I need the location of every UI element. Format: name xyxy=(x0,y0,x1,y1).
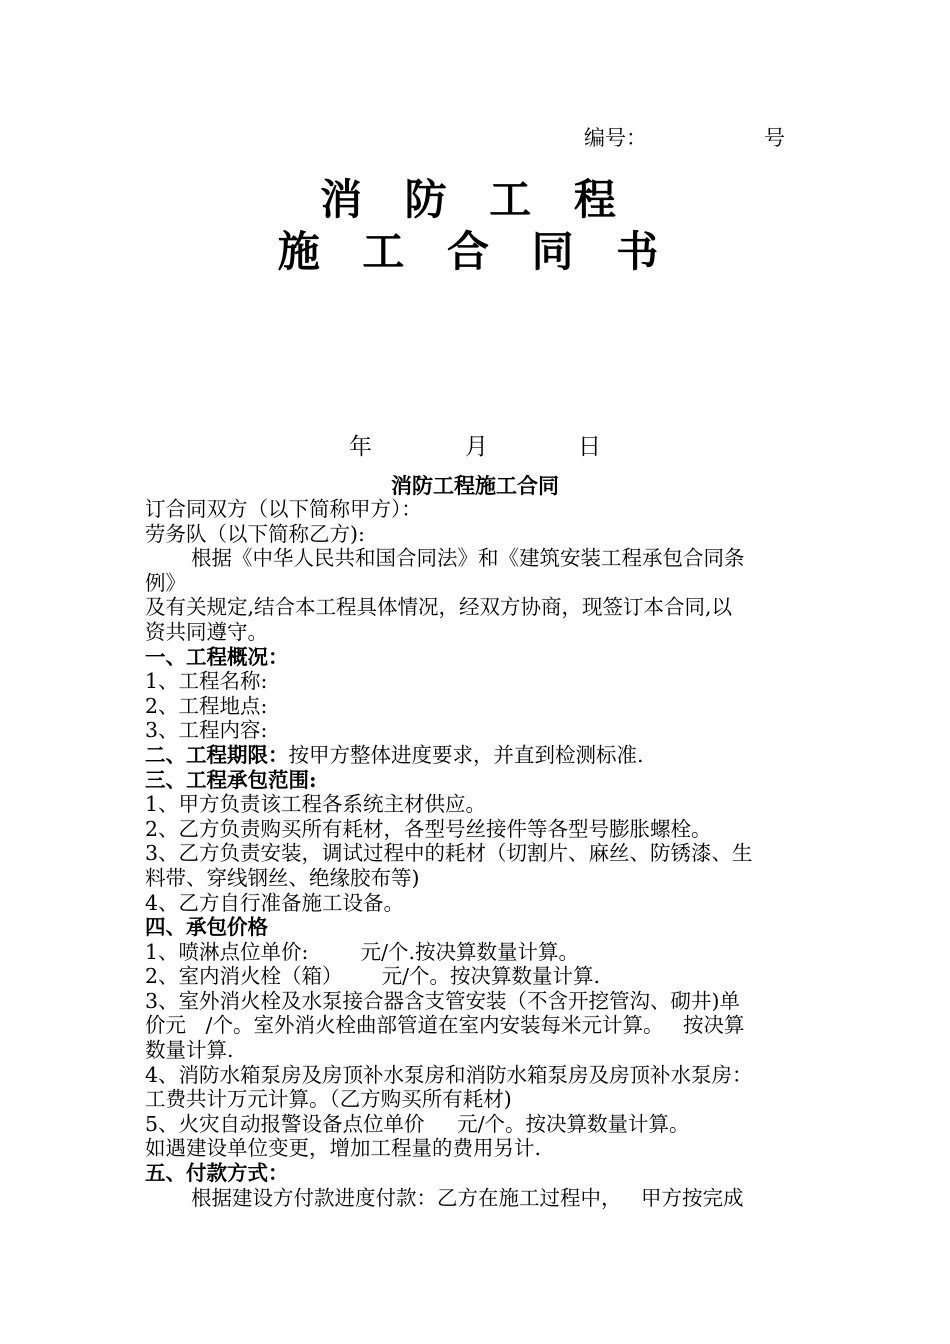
list-item: 4、乙方自行准备施工设备。 xyxy=(145,890,405,915)
section-heading-payment: 五、付款方式： xyxy=(145,1161,289,1186)
section-period-text: 按甲方整体进度要求，并直到检测标准. xyxy=(288,742,644,767)
list-item: 工费共计万元计算。（乙方购买所有耗材) xyxy=(145,1087,512,1112)
preamble-line: 根据《中华人民共和国合同法》和《建筑安装工程承包合同条 xyxy=(191,546,745,571)
contract-title: 消防工程施工合同 xyxy=(391,473,559,498)
section-heading-period: 二、工程期限： xyxy=(145,742,289,767)
list-item: 3、工程内容: xyxy=(145,718,268,743)
list-item: 4、消防水箱泵房及房顶补水泵房和消防水箱泵房及房顶补水泵房： xyxy=(145,1062,753,1087)
date-month-label: 月 xyxy=(465,434,488,460)
section-heading-price: 四、承包价格 xyxy=(145,915,268,940)
list-item: 2、乙方负责购买所有耗材，各型号丝接件等各型号膨胀螺栓。 xyxy=(145,816,712,841)
list-item: 1、喷淋点位单价: 元/个.按决算数量计算。 xyxy=(145,939,580,964)
section-period-line xyxy=(145,743,825,768)
list-item: 3、室外消火栓及水泵接合器含支管安装（不含开挖管沟、砌井)单 xyxy=(145,988,741,1013)
list-item: 2、工程地点: xyxy=(145,693,268,718)
serial-number-label: 编号： xyxy=(584,126,647,150)
list-item: 3、乙方负责安装，调试过程中的耗材（切割片、麻丝、防锈漆、生 xyxy=(145,841,753,866)
list-item: 数量计算. xyxy=(145,1038,234,1063)
serial-number-suffix: 号 xyxy=(764,126,785,150)
payment-text: 根据建设方付款进度付款：乙方在施工过程中， 甲方按完成 xyxy=(191,1185,744,1210)
list-item: 2、室内消火栓（箱） 元/个。按决算数量计算. xyxy=(145,964,601,989)
list-item: 价元 /个。室外消火栓曲部管道在室内安装每米元计算。 按决算 xyxy=(145,1013,745,1038)
preamble-line: 例》 xyxy=(145,570,186,595)
section-heading-overview: 一、工程概况： xyxy=(145,644,289,669)
party-a-line: 订合同双方（以下简称甲方）： xyxy=(145,497,422,521)
preamble-line: 资共同遵守。 xyxy=(145,619,268,644)
preamble-line: 及有关规定,结合本工程具体情况，经双方协商，现签订本合同,以 xyxy=(145,595,733,620)
party-b-line: 劳务队（以下简称乙方): xyxy=(145,521,365,546)
cover-title-line2: 施 工 合 同 书 xyxy=(277,227,673,276)
list-item: 1、甲方负责该工程各系统主材供应。 xyxy=(145,792,487,817)
list-item: 料带、穿线钢丝、绝缘胶布等) xyxy=(145,865,420,890)
cover-title-line1: 消 防 工 程 xyxy=(320,175,630,224)
contract-body xyxy=(145,497,825,1210)
date-year-label: 年 xyxy=(349,434,372,460)
list-item: 5、火灾自动报警设备点位单价 元/个。按决算数量计算。 xyxy=(145,1111,690,1136)
price-note: 如遇建设单位变更，增加工程量的费用另计. xyxy=(145,1136,542,1161)
section-heading-scope: 三、工程承包范围: xyxy=(145,767,317,792)
list-item: 1、工程名称: xyxy=(145,669,268,694)
date-day-label: 日 xyxy=(578,434,601,460)
